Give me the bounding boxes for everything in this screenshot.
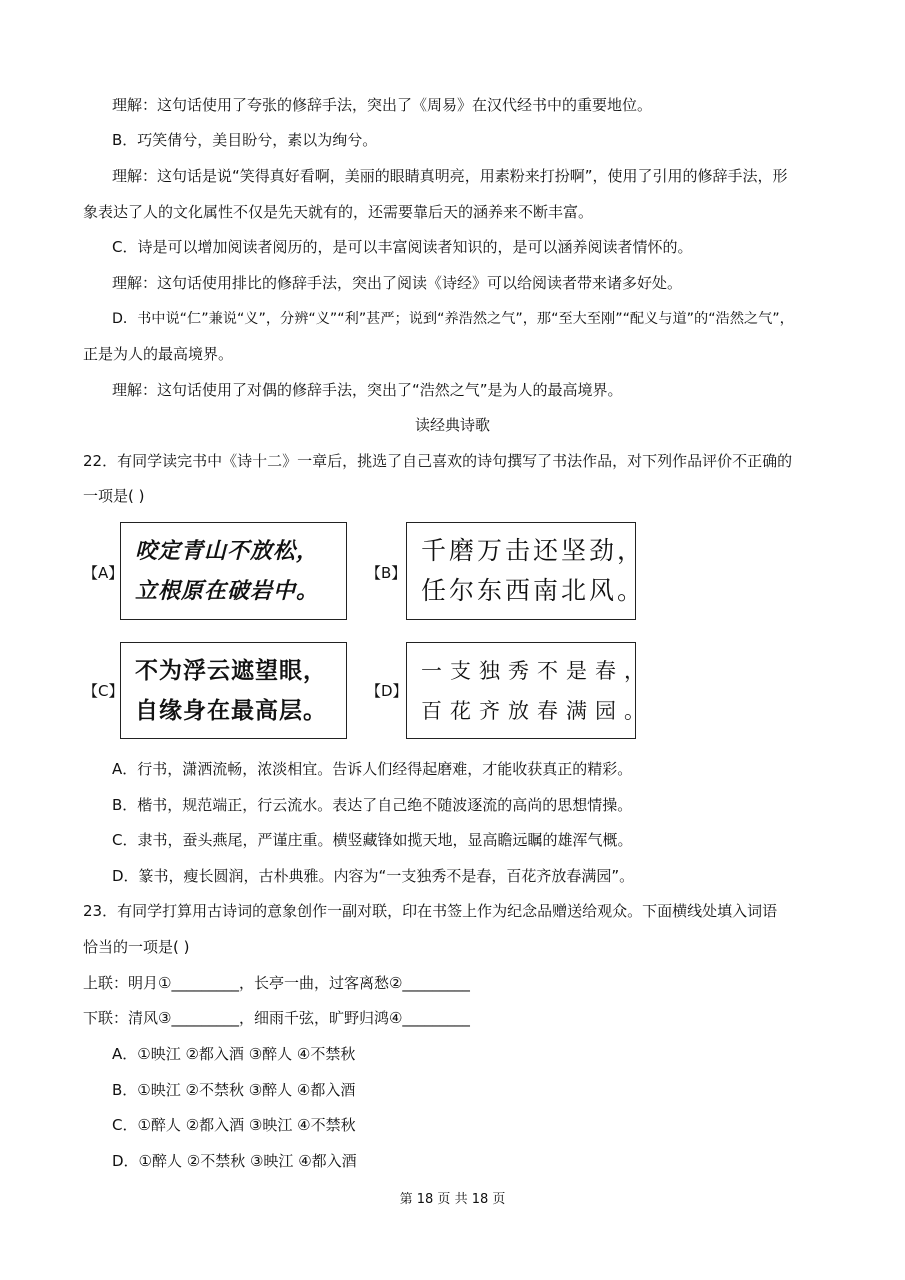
q21-understanding-a: 理解：这句话使用了夸张的修辞手法，突出了《周易》在汉代经书中的重要地位。 — [112, 96, 653, 114]
artwork-b-line1: 千磨万击还坚劲， — [421, 536, 646, 565]
q23-option-b: B．①映江 ②不禁秋 ③醉人 ④都入酒 — [112, 1081, 356, 1099]
artwork-d-seal-script — [406, 642, 653, 739]
q23-option-a: A．①映江 ②都入酒 ③醉人 ④不禁秋 — [112, 1045, 356, 1063]
q21-option-d-line1: D．书中说“仁”兼说“义”，分辨“义”“利”甚严；说到“养浩然之气”，那“至大至刚”“配义与道”的“浩然之气”， — [112, 311, 794, 327]
artwork-a-running-script — [120, 522, 347, 620]
page-footer: 第 18 页 共 18 页 — [399, 1192, 506, 1207]
artwork-c-label: 【C】 — [83, 682, 124, 700]
q22-option-a: A．行书，潇洒流畅，浓淡相宜。告诉人们经得起磨难，才能收获真正的精彩。 — [112, 760, 633, 778]
q21-option-d-line2: 正是为人的最高境界。 — [83, 345, 234, 363]
artwork-d-label: 【D】 — [366, 682, 408, 700]
q21-understanding-d: 理解：这句话使用了对偶的修辞手法，突出了“浩然之气”是为人的最高境界。 — [112, 381, 623, 399]
q21-understanding-b-line2: 象表达了人的文化属性不仅是先天就有的，还需要靠后天的涵养来不断丰富。 — [83, 203, 594, 221]
q23-lower-couplet: 下联：清风③_________，细雨千弦，旷野归鸿④_________ — [83, 1009, 470, 1027]
artwork-d-line2: 百花齐放春满园。 — [421, 698, 653, 723]
artwork-b-line2: 任尔东西南北风。 — [421, 576, 646, 605]
artwork-c-line1: 不为浮云遮望眼， — [135, 657, 327, 684]
artwork-c-line2: 自缘身在最高层。 — [135, 697, 327, 724]
q23-stem-line1: 23．有同学打算用古诗词的意象创作一副对联，印在书签上作为纪念品赠送给观众。下面横线处填入词语 — [83, 902, 778, 920]
artwork-b-regular-script — [406, 522, 646, 620]
q23-upper-couplet: 上联：明月①_________，长亭一曲，过客离愁②_________ — [83, 974, 470, 992]
artwork-d-line1: 一支独秀不是春， — [421, 658, 653, 683]
q22-stem-line1: 22．有同学读完书中《诗十二》一章后，挑选了自己喜欢的诗句撰写了书法作品，对下列作品评价不正确的 — [83, 452, 793, 470]
q22-option-c: C．隶书，蚕头燕尾，严谨庄重。横竖藏锋如揽天地，显高瞻远瞩的雄浑气概。 — [112, 831, 633, 849]
artwork-b-label: 【B】 — [366, 564, 407, 582]
artwork-c-clerical-script — [120, 642, 347, 739]
artwork-a-label: 【A】 — [83, 564, 124, 582]
section-title: 读经典诗歌 — [414, 416, 490, 434]
q21-option-c: C．诗是可以增加阅读者阅历的，是可以丰富阅读者知识的，是可以涵养阅读者情怀的。 — [112, 238, 693, 256]
artwork-a-line1: 咬定青山不放松， — [135, 538, 320, 564]
q22-option-d: D．篆书，瘦长圆润，古朴典雅。内容为“一支独秀不是春，百花齐放春满园”。 — [112, 867, 635, 885]
q22-option-b: B．楷书，规范端正，行云流水。表达了自己绝不随波逐流的高尚的思想情操。 — [112, 796, 633, 814]
q22-stem-line2: 一项是( ) — [83, 487, 145, 505]
q21-understanding-b-line1: 理解：这句话是说“笑得真好看啊，美丽的眼睛真明亮，用素粉来打扮啊”，使用了引用的修辞手法，形 — [112, 167, 788, 185]
q21-understanding-c: 理解：这句话使用排比的修辞手法，突出了阅读《诗经》可以给阅读者带来诸多好处。 — [112, 274, 683, 292]
q23-stem-line2: 恰当的一项是( ) — [83, 938, 190, 956]
q23-option-c: C．①醉人 ②都入酒 ③映江 ④不禁秋 — [112, 1116, 356, 1134]
q21-option-b: B．巧笑倩兮，美目盼兮，素以为绚兮。 — [112, 131, 378, 149]
q23-option-d: D．①醉人 ②不禁秋 ③映江 ④都入酒 — [112, 1152, 357, 1170]
artwork-a-line2: 立根原在破岩中。 — [135, 578, 320, 604]
